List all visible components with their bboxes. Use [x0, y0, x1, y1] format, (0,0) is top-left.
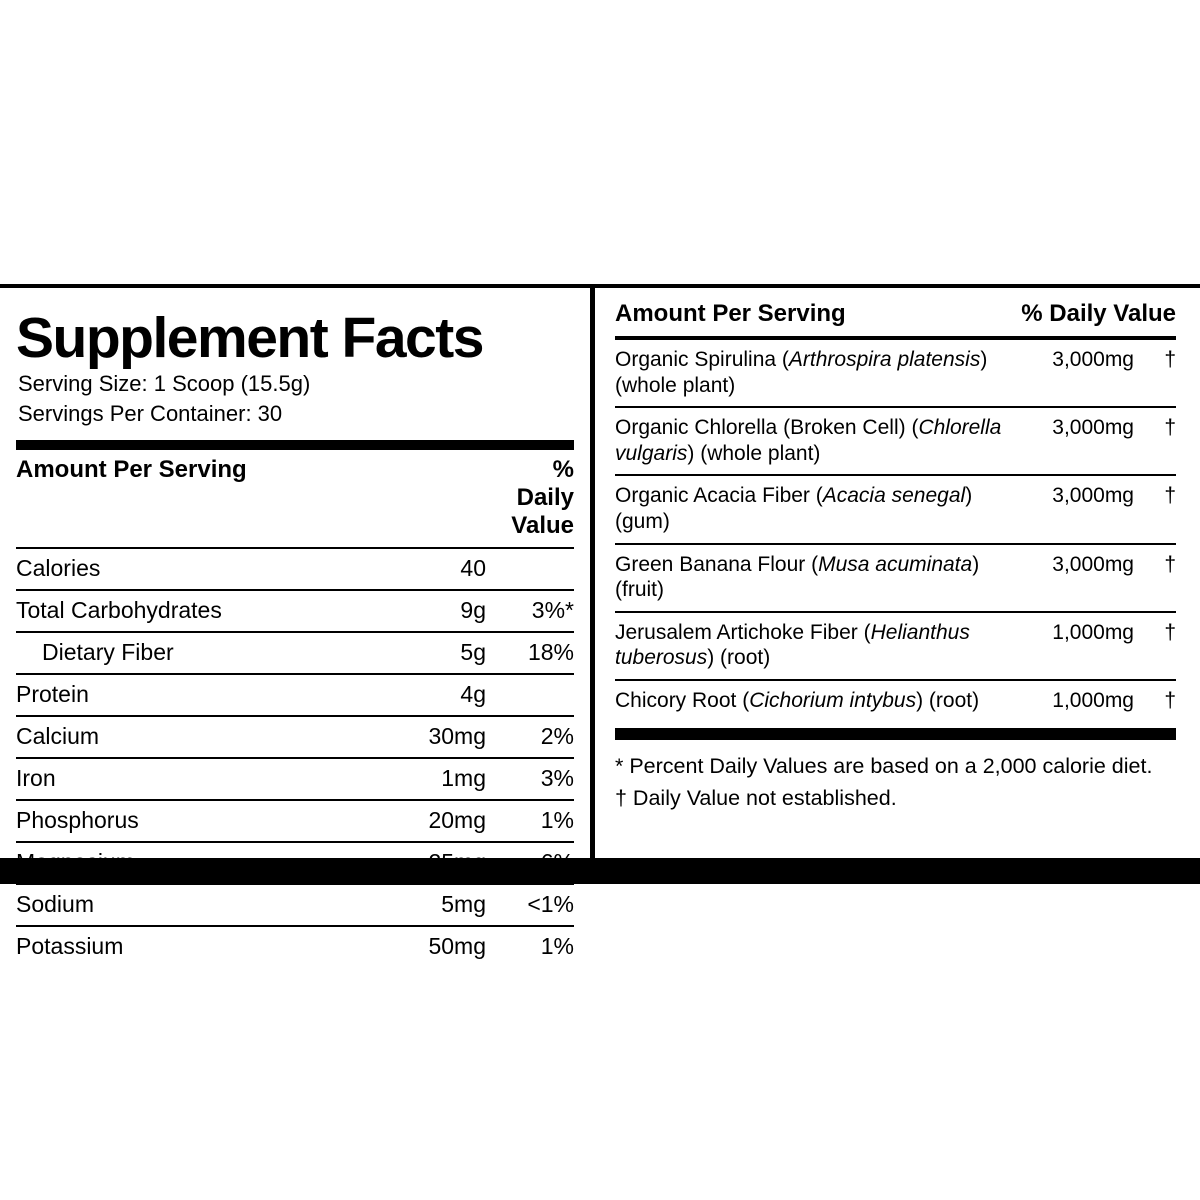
table-row: Iron 1mg 3%	[16, 758, 574, 800]
table-row: Sodium 5mg <1%	[16, 884, 574, 926]
ingredients-column-right	[595, 288, 1200, 858]
divider-thick	[16, 440, 574, 450]
header-percent-daily-value: % Daily Value	[492, 450, 574, 548]
table-row: Jerusalem Artichoke Fiber (Helianthus tuberosus) (root) 1,000mg †	[615, 612, 1176, 680]
ingredients-table-header	[615, 300, 1176, 336]
footnotes	[615, 728, 1176, 815]
table-row: Phosphorus 20mg 1%	[16, 800, 574, 842]
page-title: Supplement Facts	[16, 306, 483, 370]
supplement-facts-panel	[0, 284, 1200, 960]
ingredient-name: Organic Spirulina (Arthrospira platensis) (whole plant)	[615, 338, 1016, 407]
table-row: Total Carbohydrates 9g 3%*	[16, 590, 574, 632]
table-row: Organic Acacia Fiber (Acacia senegal) (gum) 3,000mg †	[615, 475, 1176, 543]
ingredient-name: Organic Chlorella (Broken Cell) (Chlorella vulgaris) (whole plant)	[615, 407, 1016, 475]
ingredient-name: Green Banana Flour (Musa acuminata) (fruit)	[615, 544, 1016, 612]
table-row: Organic Spirulina (Arthrospira platensis) (whole plant) 3,000mg †	[615, 338, 1176, 407]
nutrition-table	[16, 450, 574, 967]
ingredient-name: Jerusalem Artichoke Fiber (Helianthus tuberosus) (root)	[615, 612, 1016, 680]
ingredient-name: Chicory Root (Cichorium intybus) (root)	[615, 689, 980, 713]
table-row: Magnesium 25mg 6%	[16, 842, 574, 884]
table-row: Protein 4g	[16, 674, 574, 716]
table-row: Dietary Fiber 5g 18%	[16, 632, 574, 674]
footnote-daily-value-basis: * Percent Daily Values are based on a 2,000 calorie diet.	[615, 753, 1153, 778]
table-row: Chicory Root (Cichorium intybus) (root) 1,000mg †	[615, 680, 1176, 722]
table-row: Organic Chlorella (Broken Cell) (Chlorella vulgaris) (whole plant) 3,000mg †	[615, 407, 1176, 475]
nutrition-table-header	[16, 450, 574, 548]
serving-size: Serving Size: 1 Scoop (15.5g)	[18, 371, 311, 396]
ingredients-table	[615, 336, 1176, 722]
header-percent-daily-value: % Daily Value	[1021, 300, 1176, 327]
footnote-dagger: † Daily Value not established.	[615, 785, 897, 810]
header-amount-per-serving: Amount Per Serving	[16, 450, 366, 548]
servings-per-container: Servings Per Container: 30	[18, 400, 283, 426]
table-row: Calcium 30mg 2%	[16, 716, 574, 758]
table-row: Calories 40	[16, 548, 574, 590]
ingredient-name: Organic Acacia Fiber (Acacia senegal) (gum)	[615, 475, 1016, 543]
table-row: Green Banana Flour (Musa acuminata) (fruit) 3,000mg †	[615, 544, 1176, 612]
nutrition-column-left	[0, 288, 595, 960]
table-row: Potassium 50mg 1%	[16, 933, 574, 960]
header-amount-per-serving: Amount Per Serving	[615, 300, 846, 327]
